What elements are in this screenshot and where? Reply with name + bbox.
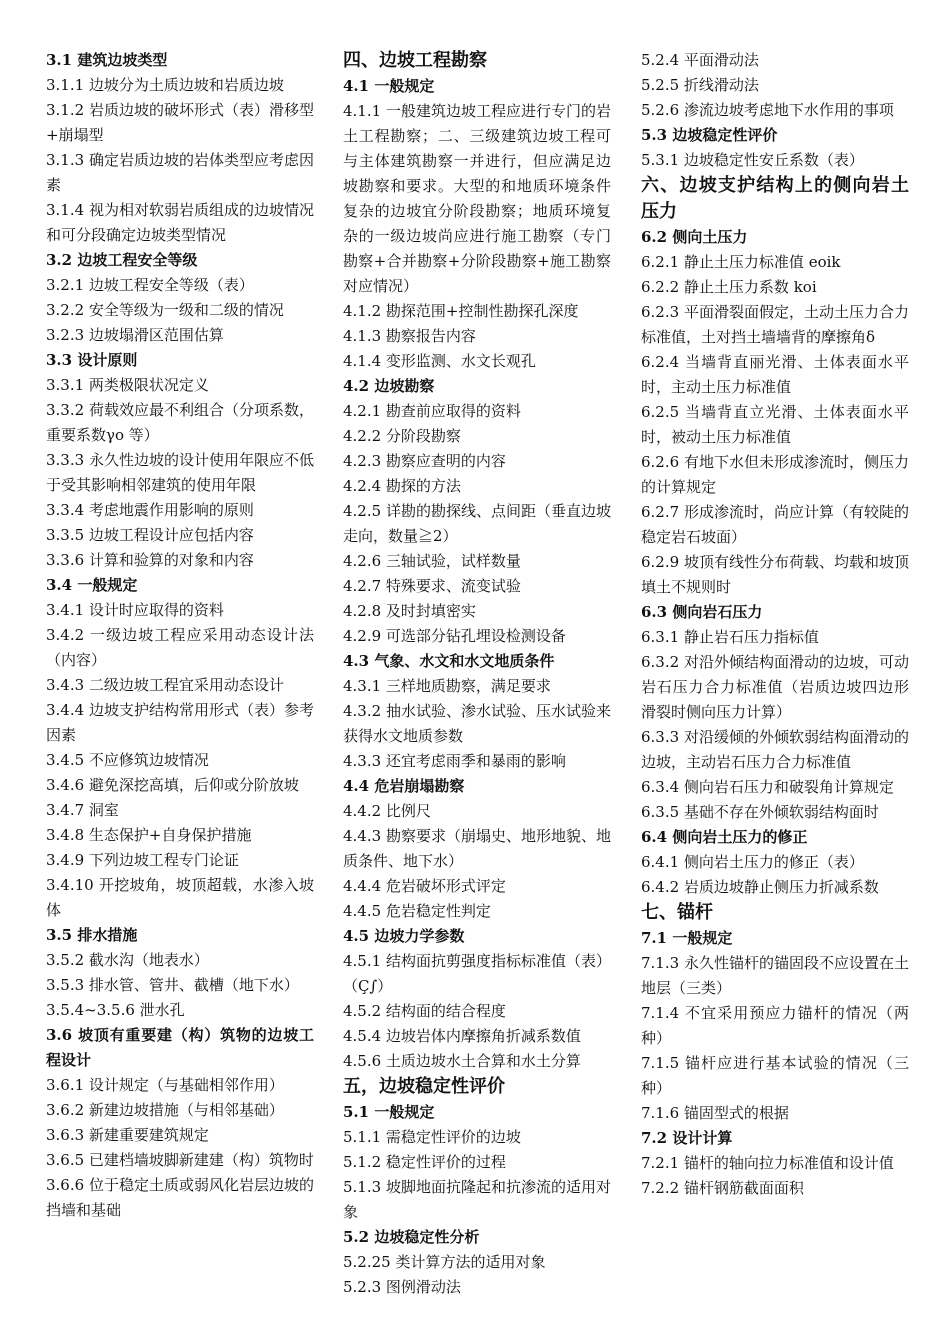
chapter-heading: 六、边坡支护结构上的侧向岩土压力 [641,175,909,222]
outline-item: 6.2.2 静止土压力系数 koi [641,278,817,296]
outline-item: 4.1.1 一般建筑边坡工程应进行专门的岩土工程勘察；二、三级建筑边坡工程可与主体建筑勘察一并进行，但应满足边坡勘察和要求。大型的和地质环境条件复杂的边坡宜分阶段勘察；地质环境复杂的一级边坡尚应进行施工勘察（专门勘察+合并勘察+分阶段勘察+施工勘察对应情况） [343,102,611,295]
outline-item: 4.2.7 特殊要求、流变试验 [343,577,521,595]
outline-item: 4.1.4 变形监测、水文长观孔 [343,352,536,370]
section-heading: 4.2 边坡勘察 [343,377,435,395]
outline-item: 3.1.4 视为相对软弱岩质组成的边坡情况和可分段确定边坡类型情况 [46,201,314,244]
outline-item: 6.2.1 静止土压力标准值 eoik [641,253,841,271]
outline-item: 3.4.8 生态保护+自身保护措施 [46,826,252,844]
outline-item: 5.2.6 渗流边坡考虑地下水作用的事项 [641,101,894,119]
chapter-heading: 五，边坡稳定性评价 [343,1076,505,1097]
section-heading: 6.3 侧向岩石压力 [641,603,763,621]
outline-item: 5.3.1 边坡稳定性安丘系数（表） [641,151,864,169]
section-heading: 5.2 边坡稳定性分析 [343,1228,480,1246]
outline-item: 6.2.3 平面滑裂面假定，土动土压力合力标准值，土对挡土墙墙背的摩擦角δ [641,303,909,346]
outline-item: 7.2.1 锚杆的轴向拉力标准值和设计值 [641,1154,894,1172]
outline-item: 5.2.4 平面滑动法 [641,51,759,69]
outline-item: 3.4.7 洞室 [46,801,119,819]
outline-item: 4.3.1 三样地质勘察，满足要求 [343,677,551,695]
outline-item: 6.2.7 形成渗流时，尚应计算（有较陡的稳定岩石坡面） [641,503,909,546]
outline-item: 3.3.6 计算和验算的对象和内容 [46,551,254,569]
section-heading: 5.1 一般规定 [343,1103,435,1121]
section-heading: 3.1 建筑边坡类型 [46,51,168,69]
outline-item: 3.4.9 下列边坡工程专门论证 [46,851,239,869]
outline-item: 3.1.3 确定岩质边坡的岩体类型应考虑因素 [46,151,314,194]
outline-item: 3.6.2 新建边坡措施（与相邻基础） [46,1101,284,1119]
outline-item: 4.3.2 抽水试验、渗水试验、压水试验来获得水文地质参数 [343,702,611,745]
outline-item: 3.3.4 考虑地震作用影响的原则 [46,501,254,519]
outline-item: 4.3.3 还宜考虑雨季和暴雨的影响 [343,752,566,770]
outline-item: 3.1.1 边坡分为土质边坡和岩质边坡 [46,76,284,94]
outline-item: 7.2.2 锚杆钢筋截面面积 [641,1179,804,1197]
outline-item: 3.2.2 安全等级为一级和二级的情况 [46,301,284,319]
outline-item: 5.1.1 需稳定性评价的边坡 [343,1128,521,1146]
column-3 [641,48,909,1201]
outline-item: 6.2.9 坡顶有线性分布荷载、均载和坡顶填土不规则时 [641,553,909,596]
outline-item: 6.3.3 对沿缓倾的外倾软弱结构面滑动的边坡，主动岩石压力合力标准值 [641,728,909,771]
outline-item: 3.5.4~3.5.6 泄水孔 [46,1001,185,1019]
outline-item: 3.6.1 设计规定（与基础相邻作用） [46,1076,284,1094]
outline-item: 7.1.4 不宜采用预应力锚杆的情况（两种） [641,1004,909,1047]
outline-item: 6.3.4 侧向岩石压力和破裂角计算规定 [641,778,894,796]
outline-item: 4.4.3 勘察要求（崩塌史、地形地貌、地质条件、地下水） [343,827,611,870]
outline-item: 3.1.2 岩质边坡的破坏形式（表）滑移型+崩塌型 [46,101,314,144]
column-1 [46,48,314,1223]
outline-item: 7.1.6 锚固型式的根据 [641,1104,789,1122]
outline-item: 5.2.5 折线滑动法 [641,76,759,94]
section-heading: 4.1 一般规定 [343,77,435,95]
outline-item: 3.2.1 边坡工程安全等级（表） [46,276,254,294]
section-heading: 3.5 排水措施 [46,926,138,944]
outline-item: 3.6.6 位于稳定土质或弱风化岩层边坡的挡墙和基础 [46,1176,314,1219]
outline-item: 3.4.4 边坡支护结构常用形式（表）参考因素 [46,701,314,744]
outline-item: 4.2.8 及时封填密实 [343,602,476,620]
section-heading: 7.1 一般规定 [641,929,733,947]
outline-item: 4.5.4 边坡岩体内摩擦角折减系数值 [343,1027,581,1045]
outline-item: 4.4.5 危岩稳定性判定 [343,902,491,920]
outline-item: 3.3.3 永久性边坡的设计使用年限应不低于受其影响相邻建筑的使用年限 [46,451,314,494]
outline-item: 5.1.2 稳定性评价的过程 [343,1153,506,1171]
outline-item: 4.5.1 结构面抗剪强度指标标准值（表）（Ç∫） [343,952,611,995]
outline-item: 4.2.4 勘探的方法 [343,477,461,495]
outline-item: 6.2.6 有地下水但未形成渗流时，侧压力的计算规定 [641,453,909,496]
outline-item: 4.2.5 详勘的勘探线、点间距（垂直边坡走向，数量≧2） [343,502,611,545]
outline-item: 6.2.4 当墙背直丽光滑、土体表面水平时，主动土压力标准值 [641,353,909,396]
outline-item: 4.2.6 三轴试验，试样数量 [343,552,521,570]
outline-item: 5.1.3 坡脚地面抗隆起和抗渗流的适用对象 [343,1178,611,1221]
outline-item: 6.3.2 对沿外倾结构面滑动的边坡，可动岩石压力合力标准值（岩质边坡四边形滑裂时侧向压力计算） [641,653,909,721]
outline-item: 5.2.25 类计算方法的适用对象 [343,1253,546,1271]
outline-item: 5.2.3 图例滑动法 [343,1278,461,1296]
section-heading: 6.2 侧向土压力 [641,228,748,246]
outline-item: 6.2.5 当墙背直立光滑、土体表面水平时，被动土压力标准值 [641,403,909,446]
outline-item: 3.4.3 二级边坡工程宜采用动态设计 [46,676,284,694]
section-heading: 3.4 一般规定 [46,576,138,594]
section-heading: 7.2 设计计算 [641,1129,733,1147]
section-heading: 3.6 坡顶有重要建（构）筑物的边坡工程设计 [46,1026,314,1069]
outline-item: 3.6.3 新建重要建筑规定 [46,1126,209,1144]
section-heading: 4.5 边坡力学参数 [343,927,465,945]
outline-item: 4.2.3 勘察应查明的内容 [343,452,506,470]
outline-item: 6.4.1 侧向岩土压力的修正（表） [641,853,864,871]
column-2 [343,48,611,1300]
outline-item: 4.5.2 结构面的结合程度 [343,1002,506,1020]
section-heading: 3.2 边坡工程安全等级 [46,251,198,269]
section-heading: 6.4 侧向岩土压力的修正 [641,828,808,846]
outline-item: 4.2.1 勘查前应取得的资料 [343,402,521,420]
outline-item: 4.5.6 土质边坡水土合算和水土分算 [343,1052,581,1070]
outline-item: 3.4.1 设计时应取得的资料 [46,601,224,619]
outline-item: 3.4.10 开挖坡角，坡顶超载，水渗入坡体 [46,876,314,919]
outline-item: 7.1.5 锚杆应进行基本试验的情况（三种） [641,1054,909,1097]
outline-item: 4.4.2 比例尺 [343,802,431,820]
outline-item: 3.4.5 不应修筑边坡情况 [46,751,209,769]
outline-item: 4.2.2 分阶段勘察 [343,427,461,445]
section-heading: 4.3 气象、水文和水文地质条件 [343,652,555,670]
outline-item: 3.6.5 已建档墙坡脚新建建（构）筑物时 [46,1151,314,1169]
outline-item: 6.4.2 岩质边坡静止侧压力折减系数 [641,878,879,896]
outline-item: 7.1.3 永久性锚杆的锚固段不应设置在土地层（三类） [641,954,909,997]
outline-item: 3.3.5 边坡工程设计应包括内容 [46,526,254,544]
outline-item: 4.1.3 勘察报告内容 [343,327,476,345]
section-heading: 5.3 边坡稳定性评价 [641,126,778,144]
outline-item: 3.2.3 边坡塌滑区范围估算 [46,326,224,344]
outline-item: 3.4.2 一级边坡工程应采用动态设计法（内容） [46,626,314,669]
outline-item: 6.3.1 静止岩石压力指标值 [641,628,819,646]
outline-item: 6.3.5 基础不存在外倾软弱结构面时 [641,803,879,821]
outline-item: 3.5.2 截水沟（地表水） [46,951,209,969]
section-heading: 4.4 危岩崩塌勘察 [343,777,465,795]
section-heading: 3.3 设计原则 [46,351,138,369]
outline-item: 3.3.2 荷载效应最不利组合（分项系数，重要系数γo 等） [46,401,314,444]
outline-item: 4.4.4 危岩破坏形式评定 [343,877,506,895]
outline-item: 3.3.1 两类极限状况定义 [46,376,209,394]
outline-item: 4.1.2 勘探范围+控制性勘探孔深度 [343,302,579,320]
outline-item: 4.2.9 可选部分钻孔埋设检测设备 [343,627,566,645]
outline-item: 3.4.6 避免深挖高填，后仰或分阶放坡 [46,776,299,794]
chapter-heading: 四、边坡工程勘察 [343,50,487,71]
outline-item: 3.5.3 排水管、管井、截槽（地下水） [46,976,299,994]
chapter-heading: 七、锚杆 [641,902,713,923]
